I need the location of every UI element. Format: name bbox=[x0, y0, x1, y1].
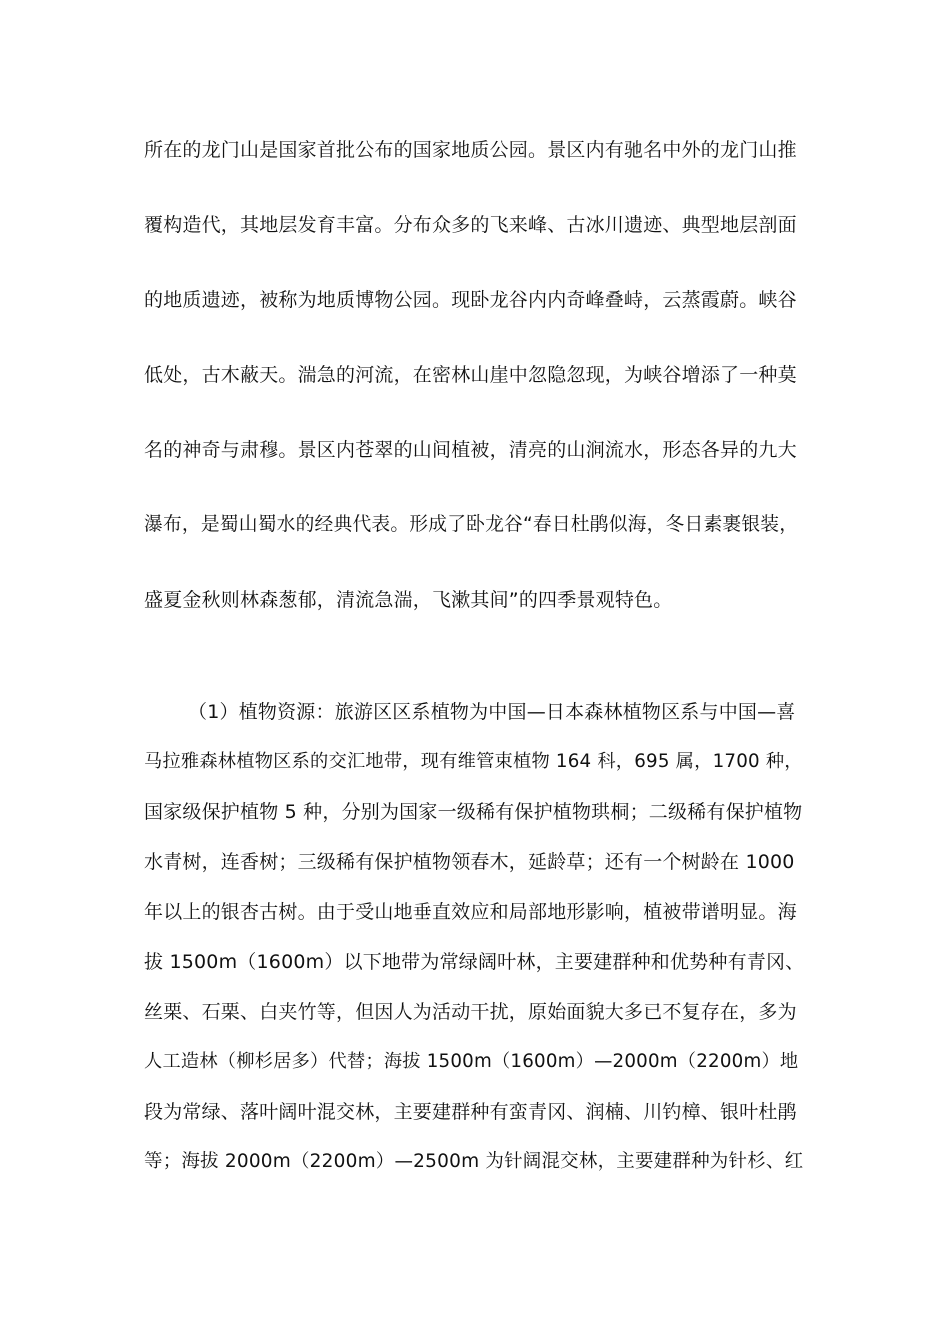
paragraph-1-line-6: 瀑布，是蜀山蜀水的经典代表。形成了卧龙谷“春日杜鹃似海，冬日素裹银装， bbox=[144, 514, 799, 535]
paragraph-2-line-10: 等；海拔 2000m（2200m）—2500m 为针阔混交林，主要建群种为针杉、红 bbox=[144, 1151, 804, 1172]
paragraph-2-line-9: 段为常绿、落叶阔叶混交林，主要建群种有蛮青冈、润楠、川钓樟、银叶杜鹃 bbox=[144, 1101, 797, 1123]
paragraph-1-line-2: 覆构造代，其地层发育丰富。分布众多的飞来峰、古冰川遗迹、典型地层剖面 bbox=[144, 214, 797, 236]
paragraph-1-line-7: 盛夏金秋则林森葱郁，清流急湍，飞漱其间”的四季景观特色。 bbox=[144, 589, 673, 611]
paragraph-1-line-5: 名的神奇与肃穆。景区内苍翠的山间植被，清亮的山涧流水，形态各异的九大 bbox=[144, 439, 797, 461]
paragraph-2-line-2: 马拉雅森林植物区系的交汇地带，现有维管束植物 164 科，695 属，1700 种， bbox=[144, 751, 803, 772]
paragraph-2-line-3: 国家级保护植物 5 种，分别为国家一级稀有保护植物珙桐；二级稀有保护植物 bbox=[144, 801, 803, 823]
paragraph-2-line-5: 年以上的银杏古树。由于受山地垂直效应和局部地形影响，植被带谱明显。海 bbox=[144, 901, 797, 923]
paragraph-2-line-4: 水青树，连香树；三级稀有保护植物领春木，延龄草；还有一个树龄在 1000 bbox=[144, 851, 795, 873]
paragraph-1-line-3: 的地质遗迹，被称为地质博物公园。现卧龙谷内内奇峰叠峙，云蒸霞蔚。峡谷 bbox=[144, 289, 797, 311]
paragraph-1-line-1: 所在的龙门山是国家首批公布的国家地质公园。景区内有驰名中外的龙门山推 bbox=[144, 139, 797, 161]
paragraph-2-line-7: 丝栗、石栗、白夹竹等，但因人为活动干扰，原始面貌大多已不复存在，多为 bbox=[144, 1001, 797, 1023]
paragraph-2-line-8: 人工造林（柳杉居多）代替；海拔 1500m（1600m）—2000m（2200m）地 bbox=[144, 1051, 799, 1072]
paragraph-2-line-6: 拔 1500m（1600m）以下地带为常绿阔叶林，主要建群种和优势种有青冈、 bbox=[144, 951, 805, 973]
paragraph-1-line-4: 低处，古木蔽天。湍急的河流，在密林山崖中忽隐忽现，为峡谷增添了一种莫 bbox=[144, 364, 797, 386]
paragraph-2-line-1: （1）植物资源：旅游区区系植物为中国—日本森林植物区系与中国—喜 bbox=[188, 701, 796, 723]
